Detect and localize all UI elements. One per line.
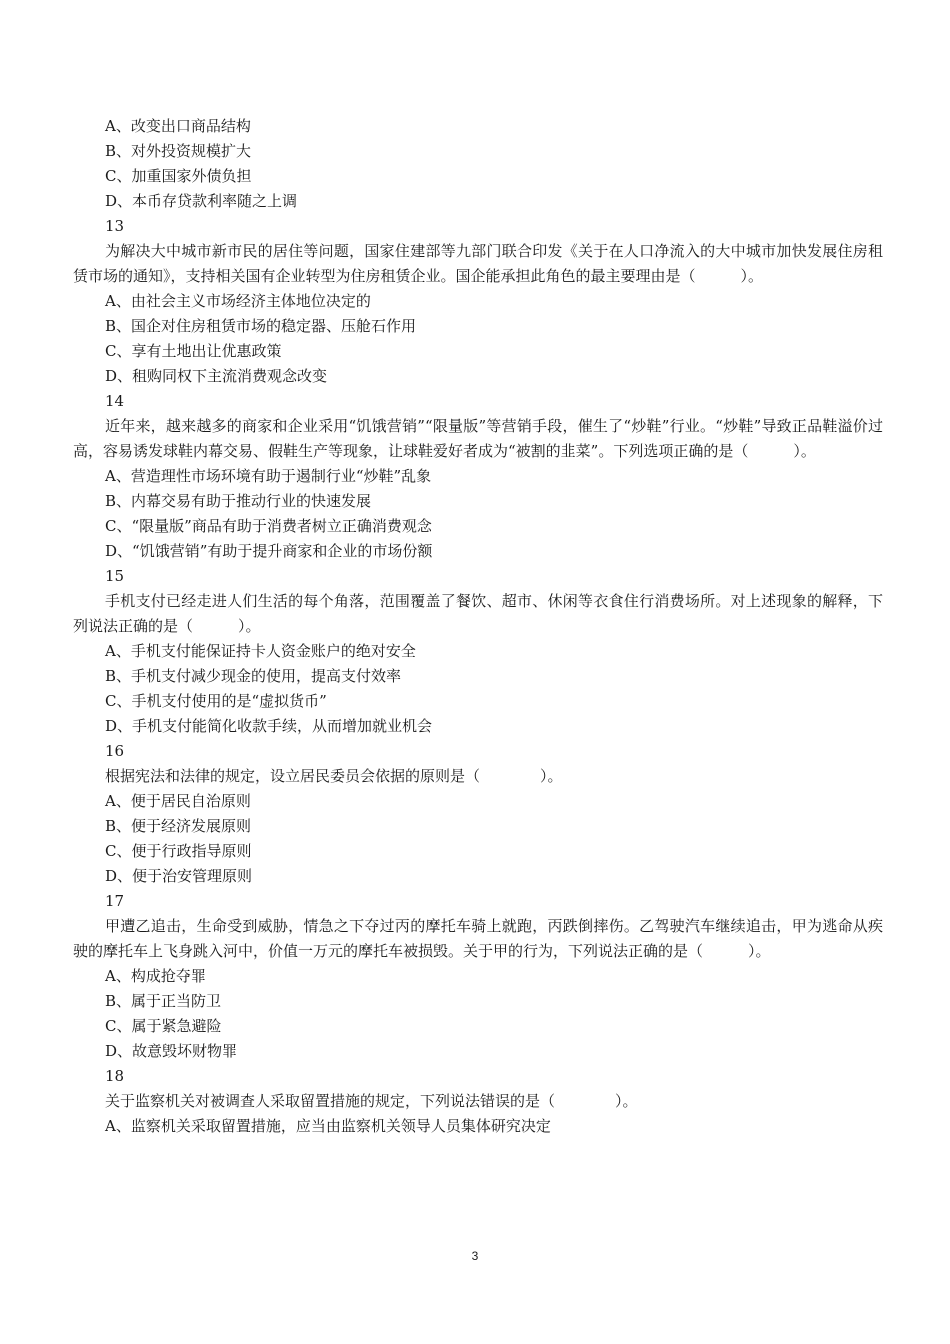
option-text: D、本币存贷款利率随之上调: [105, 192, 298, 210]
option-text: A、手机支付能保证持卡人资金账户的绝对安全: [105, 642, 416, 660]
option-text: B、便于经济发展原则: [105, 817, 252, 835]
option-text: C、“限量版”商品有助于消费者树立正确消费观念: [105, 517, 432, 535]
question-stem: 手机支付已经走进人们生活的每个角落，范围覆盖了餐饮、超市、休闲等衣食住行消费场所。对上述现象的解释，下列说法正确的是（ ）。: [73, 592, 883, 635]
question-number: 13: [105, 217, 125, 235]
question-stem: 关于监察机关对被调查人采取留置措施的规定，下列说法错误的是（ ）。: [105, 1092, 638, 1110]
question-stem: 近年来，越来越多的商家和企业采用“饥饿营销”“限量版”等营销手段，催生了“炒鞋”行业。“炒鞋”导致正品鞋溢价过高，容易诱发球鞋内幕交易、假鞋生产等现象，让球鞋爱好者成为“被割的韭菜”。下列选项正确的是（ ）。: [73, 417, 883, 460]
question-stem: 甲遭乙追击，生命受到威胁，情急之下夺过丙的摩托车骑上就跑，丙跌倒摔伤。乙驾驶汽车继续追击，甲为逃命从疾驶的摩托车上飞身跳入河中，价值一万元的摩托车被损毁。关于甲的行为，下列说法正确的是（ ）。: [73, 917, 883, 960]
option-text: C、属于紧急避险: [105, 1017, 222, 1035]
option-text: D、租购同权下主流消费观念改变: [105, 367, 328, 385]
option-text: B、属于正当防卫: [105, 992, 222, 1010]
option-text: D、便于治安管理原则: [105, 867, 253, 885]
option-text: A、改变出口商品结构: [105, 117, 251, 135]
option-text: A、便于居民自治原则: [105, 792, 251, 810]
option-text: A、由社会主义市场经济主体地位决定的: [105, 292, 371, 310]
option-text: A、构成抢夺罪: [105, 967, 206, 985]
option-text: C、手机支付使用的是“虚拟货币”: [105, 692, 327, 710]
question-number: 18: [105, 1067, 125, 1085]
option-text: B、手机支付减少现金的使用，提高支付效率: [105, 667, 402, 685]
option-text: B、国企对住房租赁市场的稳定器、压舱石作用: [105, 317, 417, 335]
question-number: 14: [105, 392, 125, 410]
question-number: 17: [105, 892, 125, 910]
option-text: C、便于行政指导原则: [105, 842, 252, 860]
page-number: 3: [471, 1249, 479, 1263]
question-stem: 为解决大中城市新市民的居住等问题，国家住建部等九部门联合印发《关于在人口净流入的大中城市加快发展住房租赁市场的通知》，支持相关国有企业转型为住房租赁企业。国企能承担此角色的最主要理由是（ ）。: [73, 242, 883, 285]
option-text: B、内幕交易有助于推动行业的快速发展: [105, 492, 372, 510]
document-body: [73, 114, 883, 1139]
option-text: D、故意毁坏财物罪: [105, 1042, 238, 1060]
option-text: B、对外投资规模扩大: [105, 142, 252, 160]
option-text: C、享有土地出让优惠政策: [105, 342, 282, 360]
option-text: C、加重国家外债负担: [105, 167, 252, 185]
question-number: 15: [105, 567, 125, 585]
option-text: D、手机支付能简化收款手续，从而增加就业机会: [105, 717, 433, 735]
question-stem: 根据宪法和法律的规定，设立居民委员会依据的原则是（ ）。: [105, 767, 563, 785]
question-number: 16: [105, 742, 125, 760]
option-text: D、“饥饿营销”有助于提升商家和企业的市场份额: [105, 542, 433, 560]
option-text: A、监察机关采取留置措施，应当由监察机关领导人员集体研究决定: [105, 1117, 551, 1135]
option-text: A、营造理性市场环境有助于遏制行业“炒鞋”乱象: [105, 467, 432, 485]
